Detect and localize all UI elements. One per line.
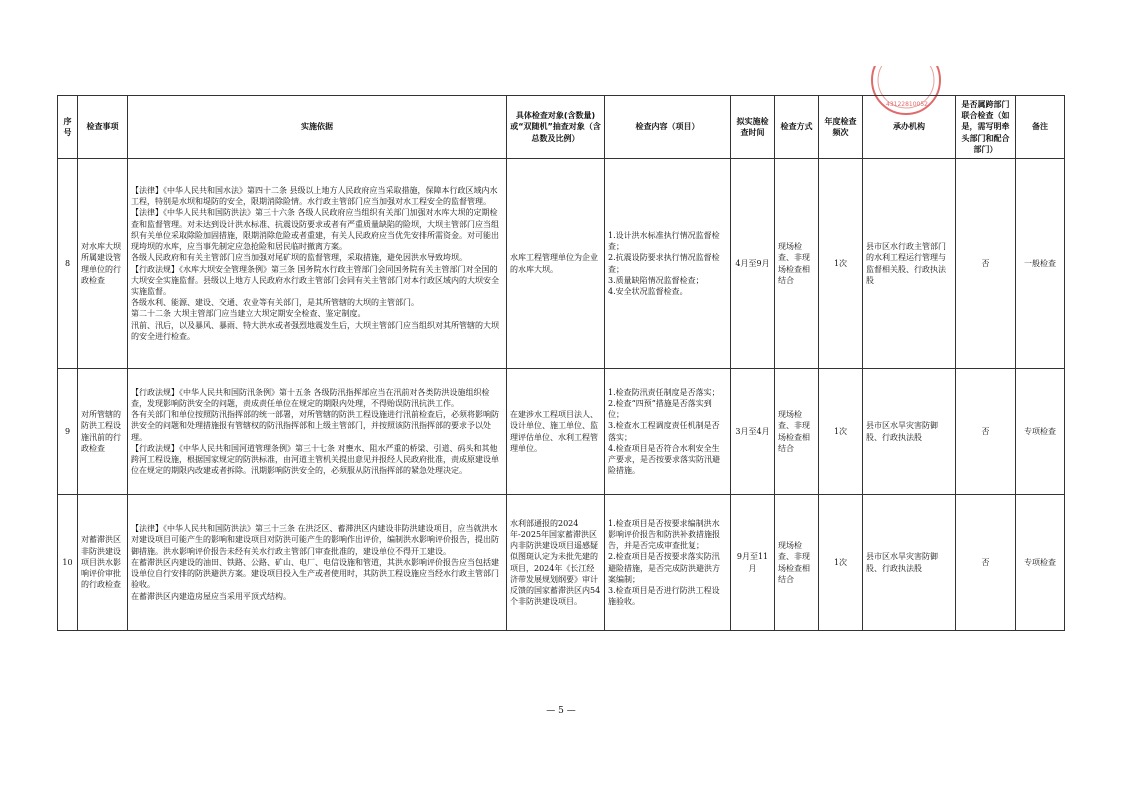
basis-paragraph: 各级水利、能源、建设、交通、农业等有关部门，是其所管辖的大坝的主管部门。 <box>131 298 419 308</box>
table-row <box>58 495 1065 631</box>
header-object: 具体检查对象(含数量)或“双随机”抽查对象（含总数及比例） <box>507 96 605 159</box>
table-header-row <box>58 96 1065 159</box>
row-joint: 否 <box>956 369 1016 495</box>
content-line: 3.检查项目是否进行防洪工程设施验收。 <box>608 585 720 607</box>
content-line: 1.设计洪水标准执行情况监督检查； <box>608 230 720 252</box>
basis-paragraph: 【法律】《中华人民共和国防洪法》第三十三条 在洪泛区、蓄滞洪区内建设非防洪建设项目，应当就洪水对建设项目可能产生的影响和建设项目对防洪可能产生的影响作出评价，编制洪水影响评价报告，提出防御措施。洪水影响评价报告未经有关水行政主管部门审查批准的，建设单位不得开工建设。 <box>131 524 499 556</box>
header-method: 检查方式 <box>775 96 819 159</box>
inspection-table <box>57 95 1065 631</box>
content-line: 2.抗震设防要求执行情况监督检查； <box>608 253 720 274</box>
row-basis <box>128 495 507 631</box>
content-line: 2.检查项目是否按要求落实防汛避险措施，是否完成防洪避洪方案编制； <box>608 552 720 584</box>
basis-paragraph: 【行政法规】《中华人民共和国河道管理条例》第三十七条 对壅水、阻水严重的桥梁、引道、码头和其他跨河工程设施，根据国家规定的防洪标准，由河道主管机关提出意见并报经人民政府批准，责成原建设单位在规定的期限内改建或者拆除。汛期影响防洪安全的，必须服从防汛指挥部的紧急处理决定。 <box>131 443 499 476</box>
basis-paragraph: 【法律】《中华人民共和国水法》第四十二条 县级以上地方人民政府应当采取措施，保障本行政区域内水工程，特别是水坝和堤防的安全，限期消除险情。水行政主管部门应当加强对水工程安全的监督管理。 <box>131 186 498 207</box>
header-time: 拟实施检查时间 <box>731 96 775 159</box>
row-content <box>605 159 731 369</box>
basis-paragraph: 汛前、汛后，以及暴风、暴雨、特大洪水或者强烈地震发生后，大坝主管部门应当组织对其所管辖的大坝的安全进行检查。 <box>131 320 499 341</box>
basis-paragraph: 【法律】《中华人民共和国防洪法》第三十六条 各级人民政府应当组织有关部门加强对水库大坝的定期检查和监督管理。对未达到设计洪水标准、抗震设防要求或者有严重质量缺陷的险坝，大坝主管部门应当组织有关单位采取除险加固措施，限期消除危险或者重建，有关人民政府应当优先安排所需资金。对可能出现垮坝的水库，应当事先制定应急抢险和居民临时撤离方案。 <box>131 208 499 252</box>
header-item: 检查事项 <box>78 96 128 159</box>
content-line: 1.检查防汛责任制度是否落实； <box>608 387 720 397</box>
row-seq: 8 <box>58 159 78 369</box>
row-joint: 否 <box>956 159 1016 369</box>
header-basis: 实施依据 <box>128 96 507 159</box>
row-remark: 一般检查 <box>1016 159 1065 369</box>
basis-paragraph: 第二十二条 大坝主管部门应当建立大坝定期安全检查、鉴定制度。 <box>131 309 366 319</box>
row-object: 水利部通报的2024年-2025年国家蓄滞洪区内非防洪建设项目遥感疑似图斑认定为未批先建的项目，2024年《长江经济带发展规划纲要》审计反馈的国家蓄滞洪区内54个非防洪建设项目。 <box>507 495 605 631</box>
row-time: 9月至11月 <box>731 495 775 631</box>
row-freq: 1次 <box>819 369 863 495</box>
row-content <box>605 495 731 631</box>
header-seq: 序号 <box>58 96 78 159</box>
row-method: 现场检查、非现场检查相结合 <box>775 495 819 631</box>
row-seq: 10 <box>58 495 78 631</box>
row-basis <box>128 159 507 369</box>
row-object: 水库工程管理单位为企业的水库大坝。 <box>507 159 605 369</box>
row-basis <box>128 369 507 495</box>
header-agency: 承办机构 <box>863 96 956 159</box>
content-line: 1.检查项目是否按要求编制洪水影响评价报告和防洪补救措施报告，并是否完成审查批复； <box>608 518 720 551</box>
content-line: 3.检查水工程调度责任机制是否落实； <box>608 421 720 442</box>
row-remark: 专项检查 <box>1016 495 1065 631</box>
row-item: 对蓄滞洪区非防洪建设项目洪水影响评价审批的行政检查 <box>78 495 128 631</box>
basis-paragraph: 在蓄滞洪区内建造房屋应当采用平顶式结构。 <box>131 591 291 601</box>
row-agency: 县市区水旱灾害防御股、行政执法股 <box>863 369 956 495</box>
row-content <box>605 369 731 495</box>
basis-paragraph: 各级人民政府和有关主管部门应当加强对尾矿坝的监督管理，采取措施，避免因洪水导致垮坝。 <box>131 253 467 263</box>
row-freq: 1次 <box>819 495 863 631</box>
row-time: 4月至9月 <box>731 159 775 369</box>
content-line: 4.安全状况监督检查。 <box>608 286 688 296</box>
basis-paragraph: 【行政法规】《中华人民共和国防汛条例》第十五条 各级防汛指挥部应当在汛前对各类防洪设施组织检查，发现影响防洪安全的问题，责成责任单位在规定的期限内处理，不得贻误防汛抗洪工作。 <box>131 387 490 408</box>
table-row <box>58 159 1065 369</box>
header-joint: 是否属跨部门联合检查（如是，需写明牵头部门和配合部门） <box>956 96 1016 159</box>
page-number: — 5 — <box>546 706 576 716</box>
row-object: 在建涉水工程项目法人、设计单位、施工单位、监理评估单位、水利工程管理单位。 <box>507 369 605 495</box>
svg-text:43122810052: 43122810052 <box>886 101 928 108</box>
content-line: 3.质量缺陷情况监督检查； <box>608 275 704 285</box>
content-line: 2.检查“四预”措施是否落实到位； <box>608 398 712 420</box>
row-freq: 1次 <box>819 159 863 369</box>
basis-paragraph: 【行政法规】《水库大坝安全管理条例》第三条 国务院水行政主管部门会同国务院有关主管部门对全国的大坝安全实施监督。县级以上地方人民政府水行政主管部门会同有关主管部门对本行政区域内的大坝安全实施监督。 <box>131 264 499 296</box>
row-time: 3月至4月 <box>731 369 775 495</box>
row-item: 对水库大坝所属建设管理单位的行政检查 <box>78 159 128 369</box>
content-line: 4.检查项目是否符合水利安全生产要求，是否按要求落实防汛避险措施。 <box>608 443 720 476</box>
row-agency: 县市区水行政主管部门的水利工程运行管理与监督相关股、行政执法股 <box>863 159 956 369</box>
row-method: 现场检查、非现场检查相结合 <box>775 369 819 495</box>
row-joint: 否 <box>956 495 1016 631</box>
row-agency: 县市区水旱灾害防御股、行政执法股 <box>863 495 956 631</box>
row-item: 对所管辖的防洪工程设施汛前的行政检查 <box>78 369 128 495</box>
table-row <box>58 369 1065 495</box>
row-remark: 专项检查 <box>1016 369 1065 495</box>
row-seq: 9 <box>58 369 78 495</box>
header-freq: 年度检查频次 <box>819 96 863 159</box>
header-content: 检查内容（项目） <box>605 96 731 159</box>
row-method: 现场检查、非现场检查相结合 <box>775 159 819 369</box>
basis-paragraph: 各有关部门和单位按照防汛指挥部的统一部署，对所管辖的防洪工程设施进行汛前检查后，必须将影响防洪安全的问题和处理措施报有管辖权的防汛指挥部和上级主管部门，并按照该防汛指挥部的要求予以处理。 <box>131 410 499 442</box>
basis-paragraph: 在蓄滞洪区内建设的油田、铁路、公路、矿山、电厂、电信设施和管道，其洪水影响评价报告应当包括建设单位自行安排的防洪避洪方案。建设项目投入生产或者使用时，其防洪工程设施应当经水行政主管部门验收。 <box>131 557 499 590</box>
header-remark: 备注 <box>1016 96 1065 159</box>
